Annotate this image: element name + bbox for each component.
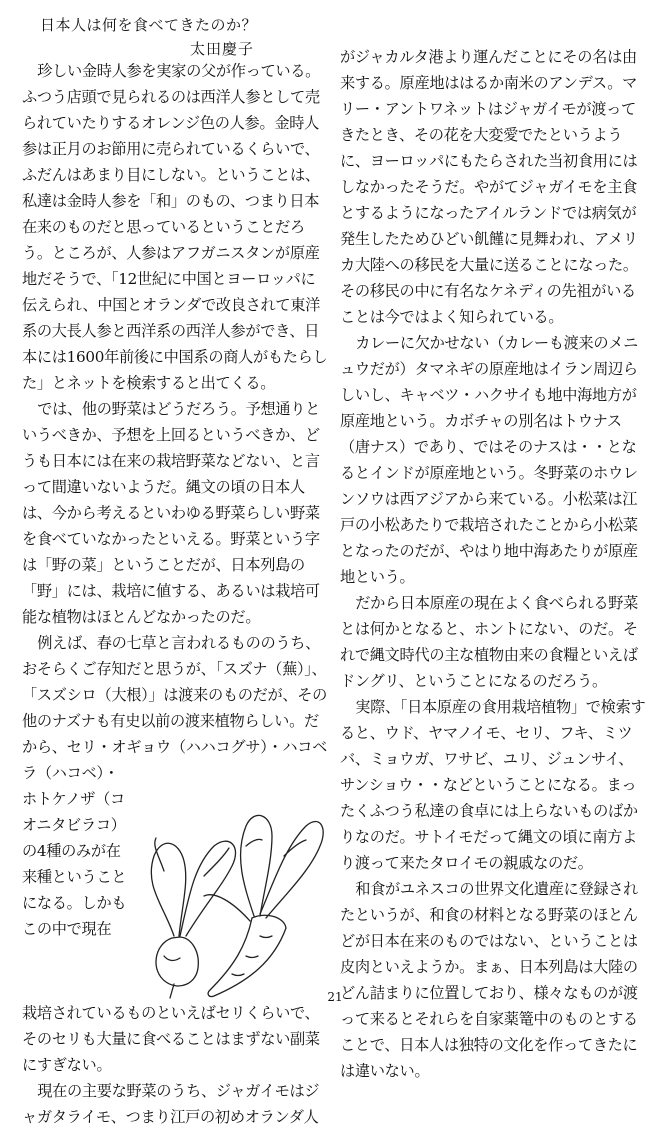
paragraph: 珍しい金時人参を実家の父が作っている。ふつう店頭で見られるのは西洋人参として売られていたりするオレンジ色の人参。金時人参は正月のお節用に売られているくらいで、ふだんはあまり目にしない。ということは、私達は金時人参を「和」のもの、つまり日本在来のものだと思っているということだろう。ところが、人参はアフガニスタンが原産地だそうで、「12世紀に中国とヨーロッパに伝えられ、中国とオランダで改良されて東洋系の大長人参と西洋系の西洋人参ができ、日本には1600年前後に中国系の商人がもたらした」とネットを検索すると出てくる。 bbox=[22, 62, 328, 392]
page-number: 21 bbox=[327, 990, 343, 1004]
paragraph: 和食がユネスコの世界文化遺産に登録されたというが、和食の材料となる野菜のほとんどが日本在来のものではない、ということは皮肉といえようか。まぁ、日本列島は大陸のどん詰まりに位置しており、様々なものが渡って来るとそれらを自家薬篭中のものとすることで、日本人は独特の文化を作ってきたには違いない。 bbox=[340, 880, 639, 1080]
article-title: 日本人は何を食べてきたのか？ bbox=[40, 16, 258, 34]
paragraph: ホトケノザ（コオニタビラコ）の4種のみが在来種ということになる。しかもこの中で現在 bbox=[22, 790, 127, 938]
left-column bbox=[22, 58, 328, 1130]
paragraph: 栽培されているものといえばセリくらいで、そのセリも大量に食べることはまずない副菜にすぎない。 bbox=[22, 1004, 320, 1074]
turnip-radish-illustration bbox=[134, 786, 328, 1000]
paragraph: がジャカルタ港より運んだことにその名は由来する。原産地ははるか南米のアンデス。マリー・アントワネットはジャガイモが渡ってきたとき、その花を大変愛でたというように、ヨーロッパにもたらされた当初食用にはしなかったそうだ。やがてジャガイモを主食とするようになったアイルランドでは病気が発生したためひどい飢饉に見舞われ、アメリカ大陸への移民を大量に送ることになった。その移民の中に有名なケネディの先祖がいることは今ではよく知られている。 bbox=[340, 48, 638, 326]
paragraph: 例えば、春の七草と言われるもののうち、おそらくご存知だと思うが、「スズナ（蕪）」、「スズシロ（大根）」は渡来のものだが、その他のナズナも有史以前の渡来植物らしい。だから、セリ・オギョウ（ハハコグサ）・ハコベラ（ハコベ）・ bbox=[22, 634, 328, 782]
paragraph: だから日本原産の現在よく食べられる野菜とは何かとなると、ホントにない、のだ。それで縄文時代の主な植物由来の食糧といえばドングリ、ということになるのだろう。 bbox=[340, 594, 639, 690]
wrap-text bbox=[22, 786, 134, 1000]
illustration-wrap bbox=[22, 786, 328, 1000]
author-name: 太田慶子 bbox=[190, 40, 255, 58]
paragraph: 実際、「日本原産の食用栽培植物」で検索すると、ウド、ヤマノイモ、セリ、フキ、ミツバ、ミョウガ、ワサビ、ユリ、ジュンサイ、サンショウ・・などということになる。まったくふつう私達の食卓には上らないものばかりなのだ。サトイモだって縄文の頃に南方より渡って来たタロイモの親戚なのだ。 bbox=[340, 698, 646, 872]
paragraph: 現在の主要な野菜のうち、ジャガイモはジャガタライモ、つまり江戸の初めオランダ人 bbox=[22, 1082, 320, 1126]
paragraph: カレーに欠かせない（カレーも渡来のメニュウだが）タマネギの原産地はイラン周辺らしいし、キャベツ・ハクサイも地中海地方が原産地という。カボチャの別名はトウナス（唐ナス）であり、ではそのナスは・・となるとインドが原産地という。冬野菜のホウレンソウは西アジアから来ている。小松菜は江戸の小松あたりで栽培されたことから小松菜となったのだが、やはり地中海あたりが原産地という。 bbox=[340, 334, 639, 586]
paragraph: では、他の野菜はどうだろう。予想通りというべきか、予想を上回るというべきか、どうも日本には在来の栽培野菜などない、と言って間違いないようだ。縄文の頃の日本人は、今から考えるといわゆる野菜らしい野菜を食べていなかったといえる。野菜という字は「野の菜」ということだが、日本列島の「野」には、栽培に値する、あるいは栽培可能な植物はほとんどなかったのだ。 bbox=[22, 400, 321, 626]
right-column bbox=[340, 44, 646, 1084]
